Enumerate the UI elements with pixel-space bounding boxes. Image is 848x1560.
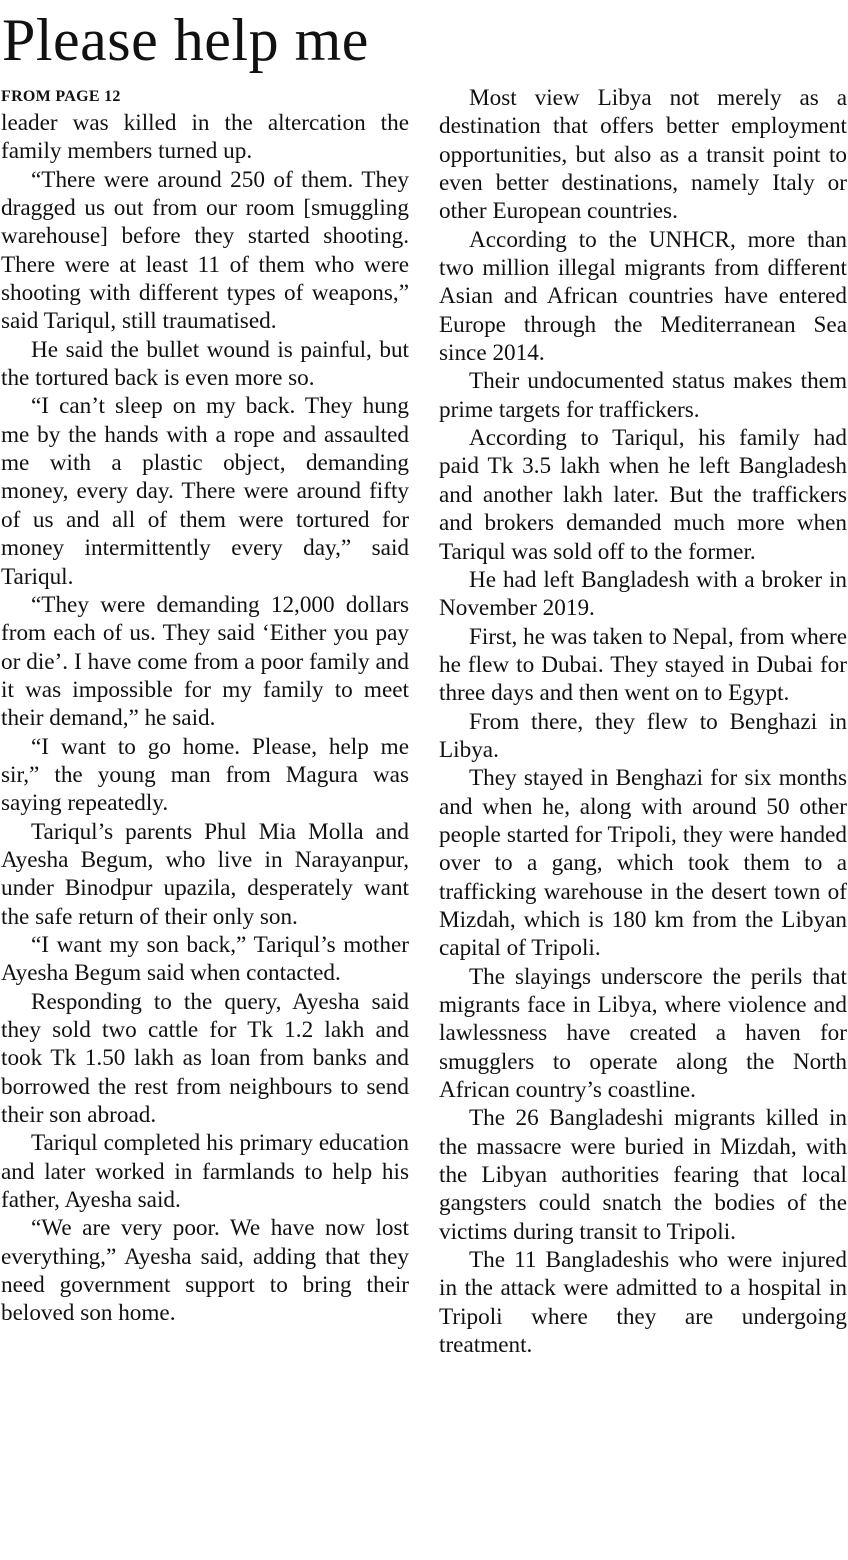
paragraph: He said the bullet wound is painful, but the tortured back is even more so. (1, 336, 409, 392)
paragraph: “There were around 250 of them. They dragged us out from our room [smuggling warehouse] before they started shooting. There were at least 11 of them who were shooting with different types of weapons,” said Tariqul, still traumatised. (1, 166, 409, 335)
continuation-kicker: FROM PAGE 12 (1, 88, 121, 105)
paragraph: Tariqul completed his primary education and later worked in farmlands to help his father, Ayesha said. (1, 1130, 409, 1214)
paragraph: Responding to the query, Ayesha said they sold two cattle for Tk 1.2 lakh and took Tk 1.50 lakh as loan from banks and borrowed the rest from neighbours to send their son abroad. (1, 988, 409, 1129)
paragraph: The 26 Bangladeshi migrants killed in the massacre were buried in Mizdah, with the Libyan authorities fearing that local gangsters could snatch the bodies of the victims during transit to Tripoli. (439, 1105, 847, 1245)
paragraph: “I want my son back,” Tariqul’s mother Ayesha Begum said when contacted. (1, 931, 409, 987)
paragraph: The 11 Bangladeshis who were injured in the attack were admitted to a hospital in Tripoli where they are undergoing treatment. (439, 1247, 847, 1359)
paragraph: The slayings underscore the perils that migrants face in Libya, where violence and lawlessness have created a haven for smugglers to operate along the North African country’s coastline. (439, 963, 847, 1104)
paragraph: Most view Libya not merely as a destination that offers better employment opportunities, but also as a transit point to even better destinations, namely Italy or other European countries. (439, 85, 847, 225)
paragraph: “I can’t sleep on my back. They hung me by the hands with a rope and assaulted me with a plastic object, demanding money, every day. There were around fifty of us and all of them were tortured for money intermittently every day,” said Tariqul. (1, 393, 409, 590)
paragraph: leader was killed in the altercation the family members turned up. (1, 110, 409, 165)
paragraph: From there, they flew to Benghazi in Libya. (439, 708, 847, 763)
headline: Please help me (2, 7, 369, 73)
article-column-right (439, 84, 847, 1359)
paragraph: First, he was taken to Nepal, from where he flew to Dubai. They stayed in Dubai for three days and then went on to Egypt. (439, 623, 847, 707)
paragraph: “I want to go home. Please, help me sir,” the young man from Magura was saying repeatedly. (1, 733, 409, 817)
paragraph: “They were demanding 12,000 dollars from each of us. They said ‘Either you pay or die’. I have come from a poor family and it was impossible for my family to meet their demand,” he said. (1, 591, 409, 732)
paragraph: They stayed in Benghazi for six months and when he, along with around 50 other people started for Tripoli, they were handed over to a gang, which took them to a trafficking warehouse in the desert town of Mizdah, which is 180 km from the Libyan capital of Tripoli. (439, 765, 847, 962)
paragraph: He had left Bangladesh with a broker in November 2019. (439, 566, 847, 622)
article-column-left (1, 85, 409, 1328)
paragraph: “We are very poor. We have now lost everything,” Ayesha said, adding that they need government support to bring their beloved son home. (1, 1215, 409, 1327)
paragraph: According to Tariqul, his family had paid Tk 3.5 lakh when he left Bangladesh and another lakh later. But the traffickers and brokers demanded much more when Tariqul was sold off to the former. (439, 425, 847, 565)
paragraph: Tariqul’s parents Phul Mia Molla and Ayesha Begum, who live in Narayanpur, under Binodpur upazila, desperately want the safe return of their only son. (1, 818, 409, 930)
paragraph: Their undocumented status makes them prime targets for traffickers. (439, 368, 847, 423)
paragraph: According to the UNHCR, more than two million illegal migrants from different Asian and African countries have entered Europe through the Mediterranean Sea since 2014. (439, 226, 847, 367)
